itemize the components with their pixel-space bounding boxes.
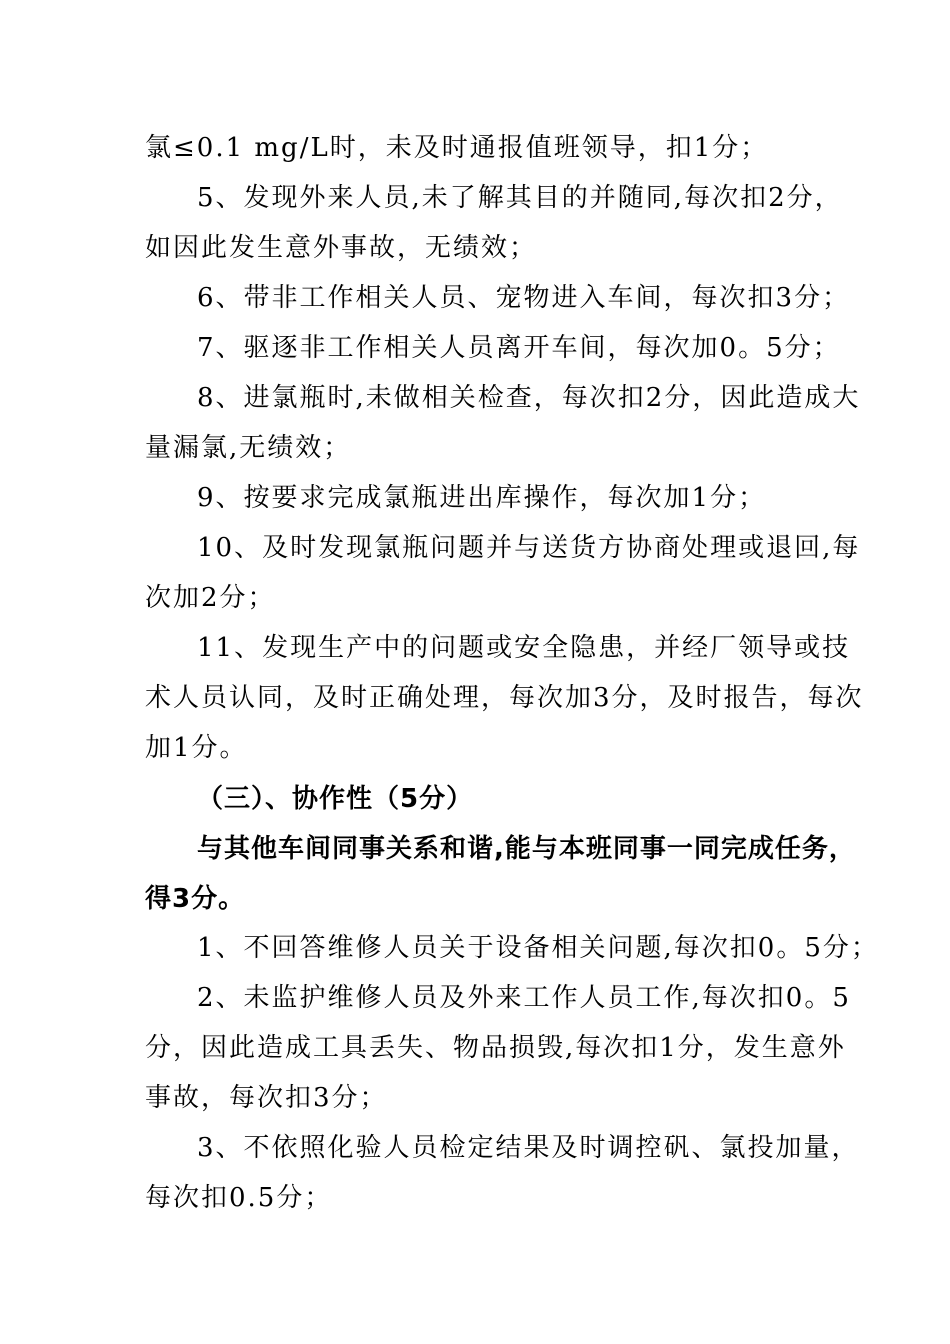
item-10-line-1: 10、及时发现氯瓶问题并与送货方协商处理或退回,每	[197, 533, 861, 563]
item-6: 6、带非工作相关人员、宠物进入车间，每次扣3分；	[197, 283, 851, 313]
coop-item-3-line-2: 每次扣0.5分；	[145, 1183, 333, 1213]
section-intro-line-1: 与其他车间同事关系和谐,能与本班同事一同完成任务，	[197, 834, 856, 864]
item-10-line-2: 次加2分；	[145, 583, 276, 613]
item-11-line-2: 术人员认同，及时正确处理，每次加3分，及时报告，每次	[145, 683, 864, 713]
coop-item-3-line-1: 3、不依照化验人员检定结果及时调控矾、氯投加量，	[197, 1133, 860, 1163]
coop-item-2-line-2: 分，因此造成工具丢失、物品损毁,每次扣1分，发生意外	[145, 1033, 846, 1063]
item-8-line-2: 量漏氯,无绩效；	[145, 433, 352, 463]
item-8-line-1: 8、进氯瓶时,未做相关检查，每次扣2分，因此造成大	[197, 383, 861, 413]
coop-item-2-line-1: 2、未监护维修人员及外来工作人员工作,每次扣0。5	[197, 983, 851, 1013]
item-5-line-2: 如因此发生意外事故，无绩效；	[145, 233, 538, 263]
item-11-line-3: 加1分。	[145, 733, 248, 763]
item-11-line-1: 11、发现生产中的问题或安全隐患，并经厂领导或技	[197, 633, 851, 663]
text-line-chlorine-report: 氯≤0.1 mg/L时，未及时通报值班领导，扣1分；	[145, 133, 769, 163]
coop-item-1: 1、不回答维修人员关于设备相关问题,每次扣0。5分；	[197, 933, 879, 963]
item-7: 7、驱逐非工作相关人员离开车间，每次加0。5分；	[197, 333, 841, 363]
section-intro-line-2: 得3分。	[145, 884, 246, 914]
item-9: 9、按要求完成氯瓶进出库操作，每次加1分；	[197, 483, 767, 513]
section-heading-cooperation: （三）、协作性（5分）	[197, 784, 474, 814]
item-5-line-1: 5、发现外来人员,未了解其目的并随同,每次扣2分，	[197, 183, 843, 213]
coop-item-2-line-3: 事故，每次扣3分；	[145, 1083, 388, 1113]
